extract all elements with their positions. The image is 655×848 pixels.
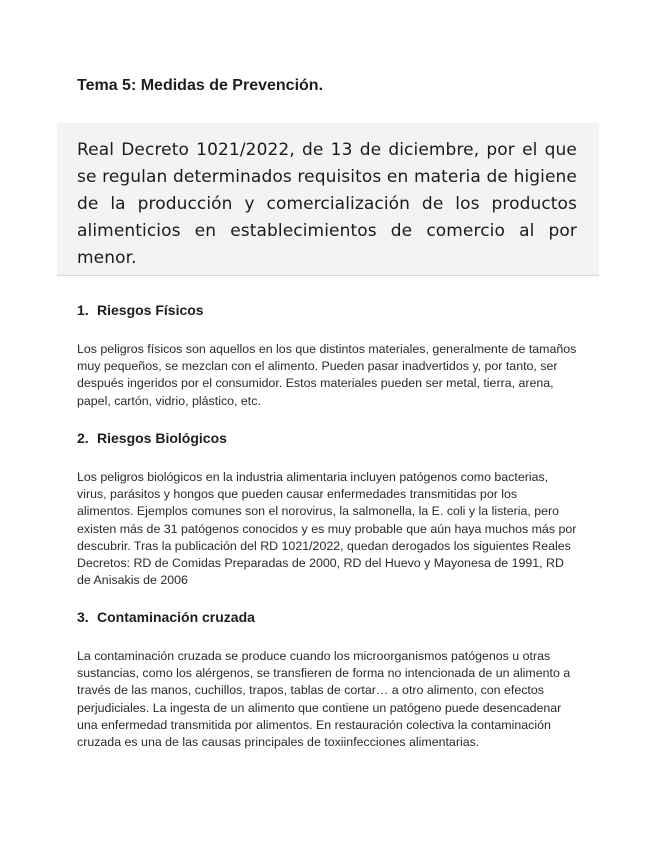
section-heading-contaminacion-cruzada: [77, 609, 255, 625]
decree-callout-text: Real Decreto 1021/2022, de 13 de diciembre, por el que se regulan determinados requisitos en materia de higiene de la producción y comercialización de los productos alimenticios en establecimientos de comercio al por menor.: [77, 140, 577, 268]
section-body-contaminacion-cruzada: La contaminación cruzada se produce cuando los microorganismos patógenos u otras sustancias, como los alérgenos, se transfieren de forma no intencionada de un alimento a través de las manos, cuchillos, trapos, tablas de cortar… a otro alimento, con efectos perjudiciales. La ingesta de un alimento que contiene un patógeno puede desencadenar una enfermedad transmitida por alimentos. En restauración colectiva la contaminación cruzada es una de las causas principales de toxiinfecciones alimentarias.: [77, 649, 571, 750]
section-heading-riesgos-biologicos: [77, 430, 227, 446]
section-heading-riesgos-fisicos: [77, 302, 204, 318]
decree-callout: [57, 123, 599, 276]
section-number: 2.: [77, 430, 89, 446]
section-title: Riesgos Físicos: [97, 302, 204, 318]
section-number: 1.: [77, 302, 89, 318]
section-body-riesgos-biologicos: Los peligros biológicos en la industria alimentaria incluyen patógenos como bacterias, virus, parásitos y hongos que pueden causar enfermedades transmitidas por los alimentos. Ejemplos comunes son el norovirus, la salmonella, la E. coli y la listeria, pero existen más de 31 patógenos conocidos y es muy probable que aún haya muchos más por descubrir. Tras la publicación del RD 1021/2022, quedan derogados los siguientes Reales Decretos: RD de Comidas Preparadas de 2000, RD del Huevo y Mayonesa de 1991, RD de Anisakis de 2006: [77, 470, 577, 588]
section-body-riesgos-fisicos: Los peligros físicos son aquellos en los que distintos materiales, generalmente de tamaños muy pequeños, se mezclan con el alimento. Pueden pasar inadvertidos y, por tanto, ser después ingeridos por el consumidor. Estos materiales pueden ser metal, tierra, arena, papel, cartón, vidrio, plástico, etc.: [77, 342, 577, 408]
section-number: 3.: [77, 609, 89, 625]
section-title: Contaminación cruzada: [97, 609, 255, 625]
page-title: Tema 5: Medidas de Prevención.: [77, 77, 324, 94]
section-title: Riesgos Biológicos: [97, 430, 227, 446]
